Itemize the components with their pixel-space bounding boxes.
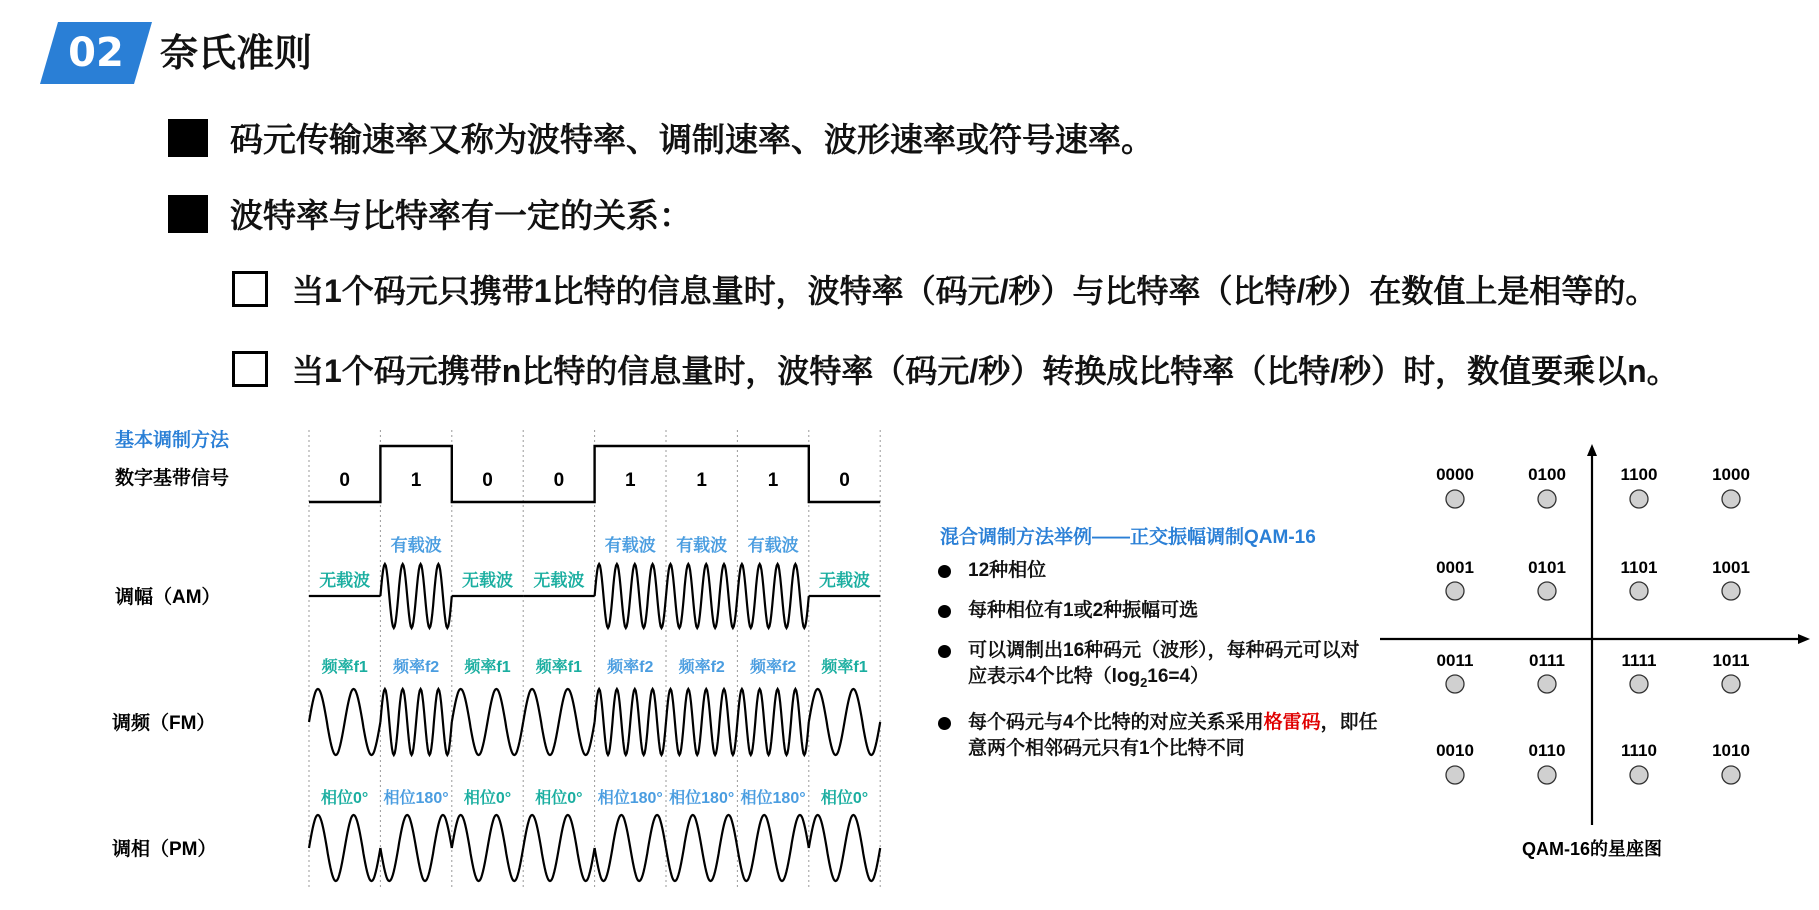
constellation-point [1446,766,1464,784]
constellation-code-label: 0010 [1436,741,1474,760]
bit-value-label: 1 [625,470,636,491]
constellation-point [1538,490,1556,508]
fm-segment-label: 频率f1 [821,659,868,676]
qam-item: 12种相位 [938,558,1378,584]
row-label-fm: 调频（FM） [112,713,216,734]
constellation-code-label: 1010 [1712,741,1750,760]
constellation-code-label: 1110 [1621,741,1657,760]
row-label-am: 调幅（AM） [115,587,221,608]
bit-value-label: 0 [839,470,850,491]
constellation-point [1538,766,1556,784]
fm-segment-label: 频率f1 [464,659,511,676]
constellation-code-label: 1011 [1712,651,1750,670]
pm-segment-label: 相位0° [321,790,369,807]
gray-code-highlight: 格雷码 [1263,711,1321,733]
bullet-dot-icon [938,605,951,618]
fm-waveform-segment [523,689,594,755]
constellation-code-label: 0111 [1529,651,1565,670]
constellation-point [1722,582,1740,600]
constellation-point [1722,490,1740,508]
am-segment-label: 无载波 [819,571,870,590]
am-segment-label: 无载波 [462,571,513,590]
constellation-code-label: 0001 [1436,558,1474,577]
pm-waveform-segment [737,815,808,881]
fm-waveform-segment [809,689,880,755]
am-segment-label: 有载波 [747,536,799,555]
fm-segment-label: 频率f2 [749,659,797,676]
fm-waveform-segment [452,689,523,755]
bullet-text: 码元传输速率又称为波特率、调制速率、波形速率或符号速率。 [230,121,1154,158]
constellation-code-label: 1001 [1712,558,1750,577]
bit-value-label: 0 [482,470,493,491]
fm-segment-label: 频率f1 [535,659,583,676]
am-waveform-segment [380,564,451,628]
constellation-point [1446,490,1464,508]
qam-item: 可以调制出16种码元（波形），每种码元可以对应表示4个比特$(\log_216=4)$ [938,638,1378,696]
pm-waveform-segment [666,815,737,881]
bullet-dot-icon [938,645,951,658]
constellation-point [1538,675,1556,693]
pm-waveform-segment [523,815,594,881]
baseband-waveform [309,446,880,502]
bit-value-label: 0 [339,470,350,491]
row-label-pm: 调相（PM） [112,839,217,860]
pm-segment-label: 相位0° [535,790,583,807]
pm-waveform-segment [809,815,880,881]
pm-waveform-segment [452,815,523,881]
fm-segment-label: 频率f2 [678,659,725,676]
bullet-text: 波特率与比特率有一定的关系： [230,197,692,234]
qam-title: 混合调制方法举例——正交振幅调制QAM-16 [940,527,1316,548]
constellation-code-label: 0011 [1436,651,1474,670]
section-number: 02 [68,30,124,76]
pm-segment-label: 相位180° [669,790,735,807]
pm-segment-label: 相位0° [463,790,512,807]
pm-waveform-segment [309,815,380,881]
constellation-point [1446,675,1464,693]
am-waveform-segment [737,564,808,628]
fm-waveform-segment [380,689,451,755]
fm-waveform-segment [737,689,808,755]
fm-segment-label: 频率f2 [392,659,440,676]
fm-waveform-segment [595,689,666,755]
qam-item: 每个码元与4个比特的对应关系采用格雷码，即任意两个相邻码元只有1个比特不同 [938,710,1378,762]
bit-value-label: 1 [410,470,422,491]
bit-value-label: 0 [553,470,565,491]
pm-segment-label: 相位180° [740,790,806,807]
pm-waveform-segment [380,815,451,881]
bit-value-label: 1 [767,470,779,491]
constellation-point [1630,490,1648,508]
fm-waveform-segment [309,689,380,755]
constellation-point [1722,766,1740,784]
bullet-dot-icon [938,565,951,578]
constellation-code-label: 0000 [1436,465,1474,484]
modulation-title: 基本调制方法 [115,430,230,451]
qam-item: 每种相位有1或2种振幅可选 [938,598,1378,624]
bullet-dot-icon [938,717,951,730]
fm-segment-label: 频率f1 [321,659,368,676]
constellation-code-label: 0110 [1528,741,1566,760]
bit-value-label: 1 [696,470,707,491]
am-segment-label: 无载波 [533,571,585,590]
constellation-point [1538,582,1556,600]
constellation-point [1630,582,1648,600]
am-segment-label: 有载波 [390,536,442,555]
am-segment-label: 无载波 [319,571,371,590]
axis-arrow-up-icon [1587,444,1597,456]
am-segment-label: 有载波 [676,536,728,555]
fm-segment-label: 频率f2 [607,659,654,676]
constellation-code-label: 1100 [1620,465,1658,484]
am-segment-label: 有载波 [604,536,656,555]
constellation-point [1630,675,1648,693]
row-label-baseband: 数字基带信号 [115,468,230,489]
constellation-point [1722,675,1740,693]
qam-list [938,558,1378,776]
sub-bullet-text: 当1个码元只携带1比特的信息量时，波特率（码元/秒）与比特率（比特/秒）在数值上是相等的。 [292,273,1658,309]
am-waveform-segment [595,564,666,628]
constellation-point [1630,766,1648,784]
page-title: 奈氏准则 [160,33,313,75]
constellation-code-label: 1101 [1620,558,1658,577]
constellation-code-label: 0101 [1528,558,1566,577]
constellation-point [1446,582,1464,600]
sub-bullet-text: 当1个码元携带n比特的信息量时，波特率（码元/秒）转换成比特率（比特/秒）时，数值要乘以n。 [292,353,1679,389]
pm-segment-label: 相位180° [597,790,663,807]
constellation-code-label: 0100 [1528,465,1566,484]
pm-waveform-segment [595,815,666,881]
constellation-code-label: 1000 [1712,465,1750,484]
axis-arrow-right-icon [1798,634,1810,644]
fm-waveform-segment [666,689,737,755]
pm-segment-label: 相位180° [383,790,449,807]
constellation-code-label: 1111 [1621,651,1657,670]
pm-segment-label: 相位0° [820,790,869,807]
constellation-caption: QAM-16的星座图 [1521,839,1663,859]
am-waveform-segment [666,564,737,628]
